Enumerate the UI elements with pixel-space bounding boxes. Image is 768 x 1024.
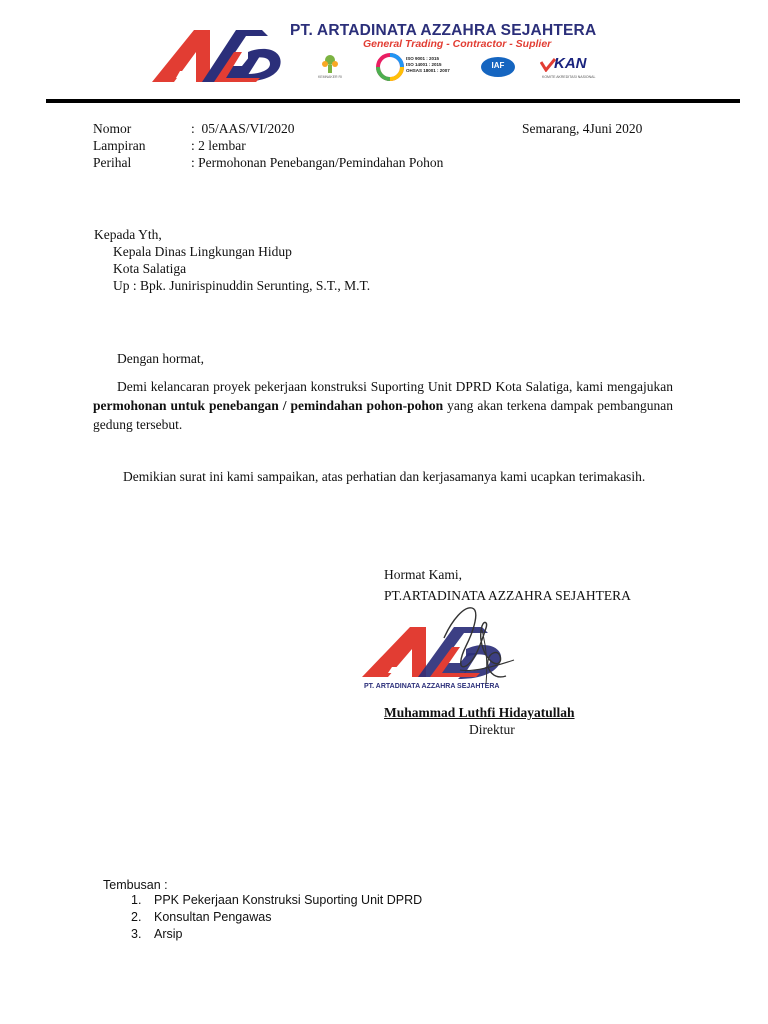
aas-logo-mark: [150, 22, 288, 84]
body-paragraph-1: [93, 377, 673, 434]
iso-swirl-icon: [376, 53, 404, 81]
handwritten-signature: [430, 600, 520, 692]
company-name: PT. ARTADINATA AZZAHRA SEJAHTERA: [290, 22, 597, 39]
stamp-text: PT. ARTADINATA AZZAHRA SEJAHTERA: [364, 683, 500, 690]
body-p1-text-b: yang akan terkena dampak pembangunan gedung tersebut.: [93, 398, 673, 432]
iaf-badge: [478, 52, 518, 82]
recipient-line-3: Up : Bpk. Junirispinuddin Serunting, S.T., M.T.: [113, 278, 371, 293]
body-p1-emphasis: permohonan untuk penebangan / pemindahan pohon-pohon: [93, 398, 444, 413]
regards: Hormat Kami,: [384, 567, 462, 582]
kemnaker-badge: [306, 52, 354, 82]
letterhead-divider: [46, 99, 740, 103]
recipient-line-1: Kepala Dinas Lingkungan Hidup: [113, 244, 292, 259]
iso-badge: [376, 52, 466, 82]
kan-sub: KOMITE AKREDITASI NASIONAL: [542, 75, 596, 79]
recipient-heading: Kepada Yth,: [94, 227, 162, 242]
nomor-label: Nomor: [93, 121, 132, 136]
signer-name: Muhammad Luthfi Hidayatullah: [384, 705, 575, 720]
perihal-value: : Permohonan Penebangan/Pemindahan Pohon: [191, 155, 444, 170]
nomor-value: : 05/AAS/VI/2020: [191, 121, 295, 136]
kan-label: KAN: [554, 55, 587, 72]
lampiran-label: Lampiran: [93, 138, 146, 153]
body-paragraph-2: Demikian surat ini kami sampaikan, atas perhatian dan kerjasamanya kami ucapkan terimakasih.: [123, 469, 646, 484]
closing-company: PT.ARTADINATA AZZAHRA SEJAHTERA: [384, 588, 631, 603]
iaf-label: IAF: [491, 61, 505, 70]
cc-item-3-text: Arsip: [154, 927, 183, 941]
place-date: Semarang, 4Juni 2020: [522, 121, 643, 136]
greeting: Dengan hormat,: [117, 351, 204, 366]
kan-badge: [540, 52, 610, 82]
cc-heading: Tembusan :: [103, 878, 168, 892]
cc-item-2-num: 2.: [131, 910, 142, 924]
recipient-line-2: Kota Salatiga: [113, 261, 187, 276]
iso-line-3: OHSAS 18001 : 2007: [406, 68, 450, 73]
perihal-label: Perihal: [93, 155, 132, 170]
iso-line-1: ISO 9001 : 2015: [406, 56, 440, 61]
certification-logos: [296, 52, 616, 82]
kemnaker-sub: KEMNAKER RI: [317, 75, 343, 79]
company-logo: [150, 22, 288, 84]
lampiran-value: : 2 lembar: [191, 138, 246, 153]
cc-item-3-num: 3.: [131, 927, 142, 941]
cc-item-2-text: Konsultan Pengawas: [154, 910, 272, 924]
signer-title: Direktur: [469, 722, 515, 737]
body-p1-text-a: Demi kelancaran proyek pekerjaan konstruksi Suporting Unit DPRD Kota Salatiga, kami mengajukan: [117, 379, 673, 394]
company-tagline: General Trading - Contractor - Suplier: [363, 38, 552, 50]
iso-line-2: ISO 14001 : 2015: [406, 62, 442, 67]
cc-item-1-text: PPK Pekerjaan Konstruksi Suporting Unit DPRD: [154, 893, 423, 907]
cc-item-1-num: 1.: [131, 893, 142, 907]
